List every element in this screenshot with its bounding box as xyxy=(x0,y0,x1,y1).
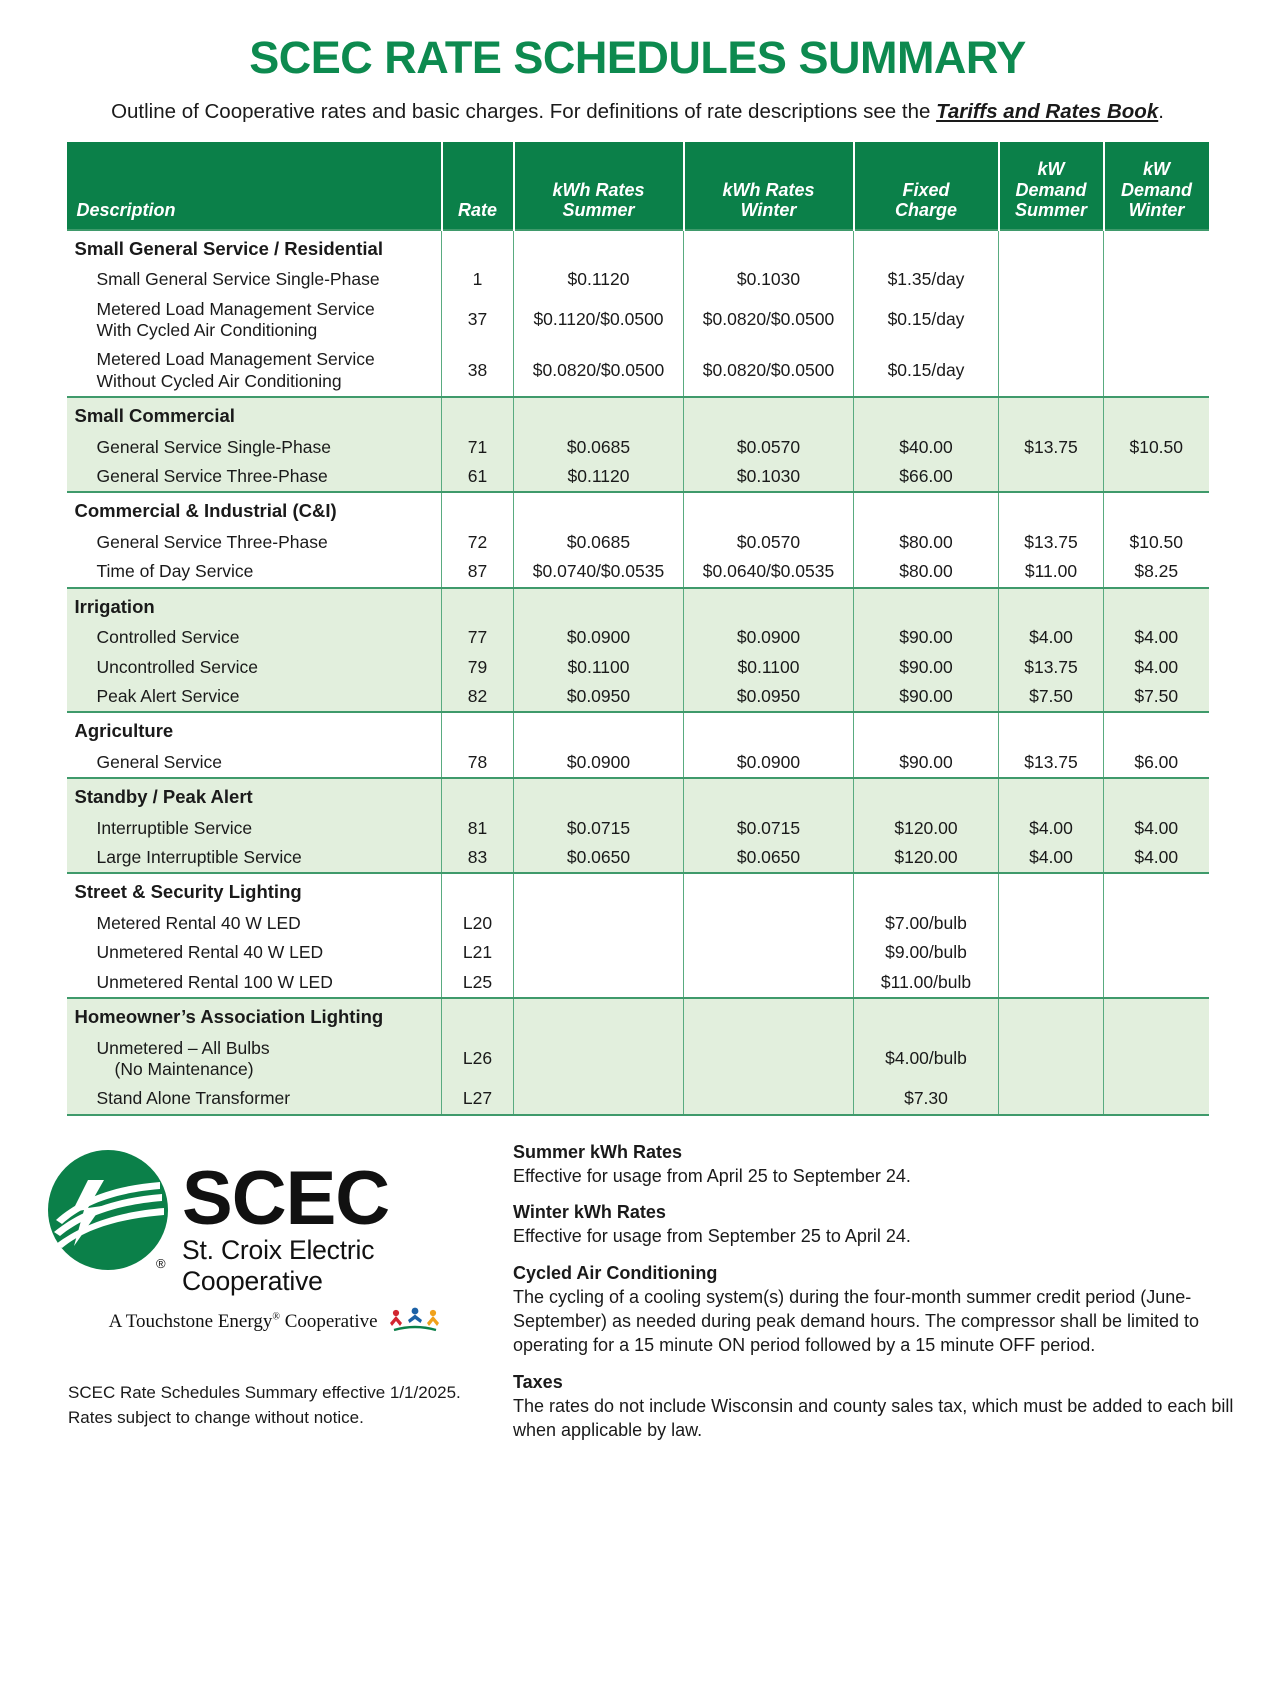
section-header-cell-kw-demand-winter xyxy=(1104,998,1209,1034)
row-description: Unmetered Rental 40 W LED xyxy=(67,938,442,967)
row-kwh-summer: $0.0900 xyxy=(514,748,684,778)
section-header-row xyxy=(67,712,1209,748)
row-fixed-charge: $9.00/bulb xyxy=(854,938,999,967)
section-header-cell-kw-demand-winter xyxy=(1104,397,1209,433)
section-header-cell-kwh-summer xyxy=(514,778,684,814)
row-fixed-charge: $4.00/bulb xyxy=(854,1034,999,1085)
row-fixed-charge: $120.00 xyxy=(854,814,999,843)
table-header xyxy=(67,142,1209,230)
row-kwh-winter: $0.0900 xyxy=(684,748,854,778)
row-description: Peak Alert Service xyxy=(67,682,442,712)
kw-demand-winter-line3: Winter xyxy=(1128,199,1185,220)
table-row xyxy=(67,433,1209,462)
row-kw-demand-winter xyxy=(1104,295,1209,346)
section-header-cell-kw-demand-summer xyxy=(999,873,1104,909)
section-header-cell-rate xyxy=(442,397,514,433)
row-kw-demand-winter xyxy=(1104,968,1209,998)
row-kwh-summer xyxy=(514,938,684,967)
row-kw-demand-summer xyxy=(999,1084,1104,1114)
row-rate: L21 xyxy=(442,938,514,967)
row-description xyxy=(67,345,442,397)
row-kwh-summer xyxy=(514,968,684,998)
row-description-line-2: (No Maintenance) xyxy=(114,1058,254,1079)
row-description: Uncontrolled Service xyxy=(67,653,442,682)
row-fixed-charge: $0.15/day xyxy=(854,345,999,397)
section-header-row xyxy=(67,588,1209,624)
column-header-kwh-summer xyxy=(514,142,684,230)
fixed-charge-line1: Fixed xyxy=(902,179,950,200)
row-fixed-charge: $7.30 xyxy=(854,1084,999,1114)
row-description-line-1: Metered Load Management Service xyxy=(96,349,375,370)
row-kw-demand-winter: $8.25 xyxy=(1104,557,1209,587)
row-kwh-summer: $0.0820/$0.0500 xyxy=(514,345,684,397)
row-kw-demand-summer xyxy=(999,295,1104,346)
row-kw-demand-summer xyxy=(999,968,1104,998)
row-description: Controlled Service xyxy=(67,623,442,652)
table-row xyxy=(67,462,1209,492)
row-kw-demand-winter xyxy=(1104,265,1209,294)
section-header-row xyxy=(67,998,1209,1034)
section-header-cell-kwh-summer xyxy=(514,873,684,909)
section-header-cell-fixed-charge xyxy=(854,873,999,909)
row-kw-demand-winter xyxy=(1104,462,1209,492)
note-heading: Cycled Air Conditioning xyxy=(513,1262,718,1283)
row-fixed-charge: $40.00 xyxy=(854,433,999,462)
row-rate: 61 xyxy=(442,462,514,492)
section-header-cell-kw-demand-summer xyxy=(999,712,1104,748)
footer-left xyxy=(48,1142,503,1443)
row-kwh-summer: $0.0740/$0.0535 xyxy=(514,557,684,587)
row-kwh-summer: $0.0650 xyxy=(514,843,684,873)
row-kw-demand-winter xyxy=(1104,1034,1209,1085)
row-kwh-winter: $0.0900 xyxy=(684,623,854,652)
note-body: The rates do not include Wisconsin and county sales tax, which must be added to each bill when applicable by law. xyxy=(513,1395,1234,1441)
kw-demand-summer-line1: kW xyxy=(1037,159,1065,180)
row-kw-demand-summer xyxy=(999,345,1104,397)
note-body: Effective for usage from April 25 to September 24. xyxy=(513,1165,911,1186)
section-header-cell-kw-demand-winter xyxy=(1104,778,1209,814)
row-kwh-winter: $0.1100 xyxy=(684,653,854,682)
section-header-cell-kwh-summer xyxy=(514,998,684,1034)
note-heading: Summer kWh Rates xyxy=(513,1141,683,1162)
section-header-cell-kw-demand-winter xyxy=(1104,230,1209,266)
row-fixed-charge: $90.00 xyxy=(854,748,999,778)
section-header-cell-kw-demand-summer xyxy=(999,778,1104,814)
row-kwh-winter: $0.0640/$0.0535 xyxy=(684,557,854,587)
row-kw-demand-winter xyxy=(1104,938,1209,967)
section-header-cell-kwh-winter xyxy=(684,712,854,748)
table-row xyxy=(67,557,1209,587)
section-header-cell-kw-demand-winter xyxy=(1104,712,1209,748)
row-kw-demand-summer xyxy=(999,462,1104,492)
row-description-line-1: Metered Load Management Service xyxy=(96,298,375,319)
row-description: Large Interruptible Service xyxy=(67,843,442,873)
section-title: Agriculture xyxy=(67,712,442,748)
subtitle-text-before: Outline of Cooperative rates and basic charges. For definitions of rate descriptions see the xyxy=(111,100,937,124)
section-header-row xyxy=(67,873,1209,909)
section-header-cell-fixed-charge xyxy=(854,588,999,624)
section-header-cell-rate xyxy=(442,712,514,748)
row-rate: 77 xyxy=(442,623,514,652)
table-row xyxy=(67,1084,1209,1114)
row-rate: 81 xyxy=(442,814,514,843)
row-description: General Service xyxy=(67,748,442,778)
note-body: The cycling of a cooling system(s) during the four-month summer credit period (June-September) as needed during peak demand hours. The compressor shall be limited to operating for a 15 minute ON period followed by a 15 minute OFF period. xyxy=(513,1286,1200,1356)
row-fixed-charge: $90.00 xyxy=(854,653,999,682)
row-description-line-2: With Cycled Air Conditioning xyxy=(96,320,318,341)
row-rate: 79 xyxy=(442,653,514,682)
section-header-cell-fixed-charge xyxy=(854,712,999,748)
row-kwh-summer: $0.1120/$0.0500 xyxy=(514,295,684,346)
row-kw-demand-winter: $4.00 xyxy=(1104,814,1209,843)
table-row xyxy=(67,295,1209,346)
section-header-cell-kwh-winter xyxy=(684,778,854,814)
section-header-cell-fixed-charge xyxy=(854,230,999,266)
section-header-cell-fixed-charge xyxy=(854,397,999,433)
subtitle-text-after: . xyxy=(1158,100,1164,124)
row-kwh-winter: $0.0715 xyxy=(684,814,854,843)
column-header-kw-demand-summer xyxy=(999,142,1104,230)
row-description: General Service Single-Phase xyxy=(67,433,442,462)
rate-schedules-table xyxy=(67,142,1209,1116)
section-title: Commercial & Industrial (C&I) xyxy=(67,492,442,528)
tagline-before: A Touchstone Energy xyxy=(108,1310,273,1332)
note-body: Effective for usage from September 25 to April 24. xyxy=(513,1226,911,1247)
row-rate: 1 xyxy=(442,265,514,294)
kwh-winter-line1: kWh Rates xyxy=(722,179,815,200)
section-header-cell-fixed-charge xyxy=(854,998,999,1034)
row-kw-demand-summer: $13.75 xyxy=(999,653,1104,682)
table-body xyxy=(67,230,1209,1115)
column-header-rate: Rate xyxy=(442,142,514,230)
row-rate: 82 xyxy=(442,682,514,712)
touchstone-energy-tagline xyxy=(48,1307,503,1339)
row-kwh-summer xyxy=(514,909,684,938)
row-kw-demand-summer: $7.50 xyxy=(999,682,1104,712)
fixed-charge-line2: Charge xyxy=(894,199,957,220)
section-header-cell-kw-demand-summer xyxy=(999,492,1104,528)
row-kw-demand-winter xyxy=(1104,909,1209,938)
row-description: Stand Alone Transformer xyxy=(67,1084,442,1114)
scec-logo-mark-icon xyxy=(48,1150,174,1276)
section-header-row xyxy=(67,397,1209,433)
row-description-line-1: Unmetered – All Bulbs xyxy=(96,1037,270,1058)
scec-logo xyxy=(48,1150,503,1297)
scec-logo-text xyxy=(174,1150,503,1297)
section-header-cell-kwh-summer xyxy=(514,492,684,528)
section-header-cell-rate xyxy=(442,588,514,624)
table-row xyxy=(67,682,1209,712)
section-title: Small General Service / Residential xyxy=(67,230,442,266)
row-kwh-winter: $0.0570 xyxy=(684,433,854,462)
scec-wordmark: SCEC xyxy=(182,1155,390,1241)
kwh-summer-line2: Summer xyxy=(562,199,635,220)
rate-summary-page xyxy=(0,34,1275,1443)
row-kwh-summer: $0.0900 xyxy=(514,623,684,652)
section-header-cell-kwh-summer xyxy=(514,712,684,748)
row-kwh-summer xyxy=(514,1034,684,1085)
row-kw-demand-summer xyxy=(999,1034,1104,1085)
section-header-cell-rate xyxy=(442,873,514,909)
row-kw-demand-winter: $7.50 xyxy=(1104,682,1209,712)
kwh-winter-line2: Winter xyxy=(740,199,797,220)
section-header-cell-fixed-charge xyxy=(854,492,999,528)
notes-column xyxy=(503,1142,1238,1443)
row-description-line-2: Without Cycled Air Conditioning xyxy=(96,370,342,391)
note-heading: Winter kWh Rates xyxy=(513,1202,666,1223)
fineprint-line-2: Rates subject to change without notice. xyxy=(68,1407,364,1427)
column-header-kw-demand-winter xyxy=(1104,142,1209,230)
tagline-registered: ® xyxy=(272,1311,280,1323)
row-fixed-charge: $90.00 xyxy=(854,682,999,712)
section-header-cell-kw-demand-winter xyxy=(1104,492,1209,528)
row-kw-demand-winter: $4.00 xyxy=(1104,623,1209,652)
row-description: Metered Rental 40 W LED xyxy=(67,909,442,938)
row-kwh-summer: $0.1100 xyxy=(514,653,684,682)
table-row xyxy=(67,265,1209,294)
page-subtitle xyxy=(38,99,1237,126)
row-description xyxy=(67,1034,442,1085)
row-kwh-winter xyxy=(684,1084,854,1114)
row-rate: 37 xyxy=(442,295,514,346)
row-kwh-winter: $0.0820/$0.0500 xyxy=(684,345,854,397)
tagline-after: Cooperative xyxy=(279,1310,378,1332)
table-row xyxy=(67,968,1209,998)
table-row xyxy=(67,814,1209,843)
row-fixed-charge: $80.00 xyxy=(854,557,999,587)
section-header-cell-kwh-winter xyxy=(684,873,854,909)
row-description: Small General Service Single-Phase xyxy=(67,265,442,294)
row-kwh-winter: $0.1030 xyxy=(684,462,854,492)
row-rate: L25 xyxy=(442,968,514,998)
row-kw-demand-winter xyxy=(1104,345,1209,397)
row-kw-demand-summer xyxy=(999,909,1104,938)
section-header-cell-kw-demand-winter xyxy=(1104,588,1209,624)
row-description: Interruptible Service xyxy=(67,814,442,843)
row-description xyxy=(67,295,442,346)
section-header-cell-kwh-summer xyxy=(514,230,684,266)
row-fixed-charge: $7.00/bulb xyxy=(854,909,999,938)
row-kwh-summer: $0.0685 xyxy=(514,528,684,557)
row-kw-demand-summer: $4.00 xyxy=(999,814,1104,843)
table-row xyxy=(67,748,1209,778)
section-header-cell-kwh-winter xyxy=(684,998,854,1034)
kw-demand-winter-line2: Demand xyxy=(1120,179,1192,200)
row-rate: 72 xyxy=(442,528,514,557)
row-kwh-winter: $0.0570 xyxy=(684,528,854,557)
row-rate: L20 xyxy=(442,909,514,938)
table-row xyxy=(67,345,1209,397)
row-kw-demand-summer: $4.00 xyxy=(999,623,1104,652)
column-header-kwh-winter xyxy=(684,142,854,230)
page-title: SCEC RATE SCHEDULES SUMMARY xyxy=(249,32,1026,83)
row-kw-demand-winter: $4.00 xyxy=(1104,843,1209,873)
section-header-row xyxy=(67,778,1209,814)
section-title: Small Commercial xyxy=(67,397,442,433)
row-rate: 38 xyxy=(442,345,514,397)
note-heading: Taxes xyxy=(513,1371,563,1392)
row-kw-demand-summer: $4.00 xyxy=(999,843,1104,873)
row-fixed-charge: $11.00/bulb xyxy=(854,968,999,998)
section-header-cell-kw-demand-summer xyxy=(999,397,1104,433)
section-title: Irrigation xyxy=(67,588,442,624)
row-kw-demand-winter: $4.00 xyxy=(1104,653,1209,682)
row-description: Unmetered Rental 100 W LED xyxy=(67,968,442,998)
section-title: Standby / Peak Alert xyxy=(67,778,442,814)
section-header-row xyxy=(67,230,1209,266)
row-rate: L27 xyxy=(442,1084,514,1114)
row-kwh-summer: $0.1120 xyxy=(514,265,684,294)
row-kwh-summer xyxy=(514,1084,684,1114)
kw-demand-summer-line3: Summer xyxy=(1014,199,1088,220)
row-fixed-charge: $120.00 xyxy=(854,843,999,873)
column-header-fixed-charge xyxy=(854,142,999,230)
row-kwh-winter: $0.0950 xyxy=(684,682,854,712)
row-kwh-winter: $0.0650 xyxy=(684,843,854,873)
row-fixed-charge: $80.00 xyxy=(854,528,999,557)
row-kwh-summer: $0.0950 xyxy=(514,682,684,712)
row-kwh-winter: $0.1030 xyxy=(684,265,854,294)
section-header-cell-kw-demand-summer xyxy=(999,230,1104,266)
row-rate: 78 xyxy=(442,748,514,778)
row-kw-demand-summer xyxy=(999,265,1104,294)
section-header-cell-kwh-summer xyxy=(514,397,684,433)
table-row xyxy=(67,843,1209,873)
section-header-cell-kwh-winter xyxy=(684,397,854,433)
section-header-cell-kwh-winter xyxy=(684,230,854,266)
section-title: Homeowner’s Association Lighting xyxy=(67,998,442,1034)
row-kw-demand-winter: $10.50 xyxy=(1104,528,1209,557)
section-header-cell-kw-demand-summer xyxy=(999,588,1104,624)
section-header-cell-fixed-charge xyxy=(854,778,999,814)
scec-full-name: St. Croix Electric Cooperative xyxy=(182,1234,375,1296)
table-row xyxy=(67,623,1209,652)
row-kw-demand-winter xyxy=(1104,1084,1209,1114)
row-kw-demand-winter: $10.50 xyxy=(1104,433,1209,462)
row-fixed-charge: $90.00 xyxy=(854,623,999,652)
section-header-cell-kwh-summer xyxy=(514,588,684,624)
row-kwh-summer: $0.0715 xyxy=(514,814,684,843)
row-rate: 83 xyxy=(442,843,514,873)
row-rate: 87 xyxy=(442,557,514,587)
row-fixed-charge: $0.15/day xyxy=(854,295,999,346)
section-header-cell-rate xyxy=(442,492,514,528)
table-row xyxy=(67,909,1209,938)
section-header-cell-kwh-winter xyxy=(684,588,854,624)
row-kwh-winter xyxy=(684,938,854,967)
row-kwh-winter: $0.0820/$0.0500 xyxy=(684,295,854,346)
row-kwh-winter xyxy=(684,909,854,938)
row-kwh-winter xyxy=(684,968,854,998)
kwh-summer-line1: kWh Rates xyxy=(552,179,645,200)
row-description: General Service Three-Phase xyxy=(67,528,442,557)
section-title: Street & Security Lighting xyxy=(67,873,442,909)
row-kw-demand-winter: $6.00 xyxy=(1104,748,1209,778)
row-fixed-charge: $1.35/day xyxy=(854,265,999,294)
row-fixed-charge: $66.00 xyxy=(854,462,999,492)
fineprint-line-1: SCEC Rate Schedules Summary effective 1/1/2025. xyxy=(68,1382,461,1402)
kw-demand-winter-line1: kW xyxy=(1143,159,1170,180)
row-description: General Service Three-Phase xyxy=(67,462,442,492)
row-kw-demand-summer xyxy=(999,938,1104,967)
row-kw-demand-summer: $13.75 xyxy=(999,528,1104,557)
section-header-cell-rate xyxy=(442,998,514,1034)
row-rate: L26 xyxy=(442,1034,514,1085)
section-header-row xyxy=(67,492,1209,528)
table-row xyxy=(67,653,1209,682)
table-row xyxy=(67,938,1209,967)
row-kw-demand-summer: $11.00 xyxy=(999,557,1104,587)
touchstone-energy-people-icon xyxy=(388,1307,442,1339)
row-kw-demand-summer: $13.75 xyxy=(999,748,1104,778)
section-header-cell-rate xyxy=(442,230,514,266)
row-kw-demand-summer: $13.75 xyxy=(999,433,1104,462)
row-kwh-summer: $0.1120 xyxy=(514,462,684,492)
section-header-cell-kw-demand-summer xyxy=(999,998,1104,1034)
section-header-cell-kw-demand-winter xyxy=(1104,873,1209,909)
section-header-cell-rate xyxy=(442,778,514,814)
fineprint xyxy=(48,1381,503,1430)
svg-text:®: ® xyxy=(156,1255,166,1271)
row-kwh-winter xyxy=(684,1034,854,1085)
footer xyxy=(38,1142,1238,1443)
section-header-cell-kwh-winter xyxy=(684,492,854,528)
kw-demand-summer-line2: Demand xyxy=(1015,179,1087,200)
table-row xyxy=(67,528,1209,557)
column-header-description: Description xyxy=(67,142,442,230)
row-description: Time of Day Service xyxy=(67,557,442,587)
table-row xyxy=(67,1034,1209,1085)
tariffs-and-rates-book-link[interactable]: Tariffs and Rates Book xyxy=(936,100,1159,124)
row-rate: 71 xyxy=(442,433,514,462)
row-kwh-summer: $0.0685 xyxy=(514,433,684,462)
